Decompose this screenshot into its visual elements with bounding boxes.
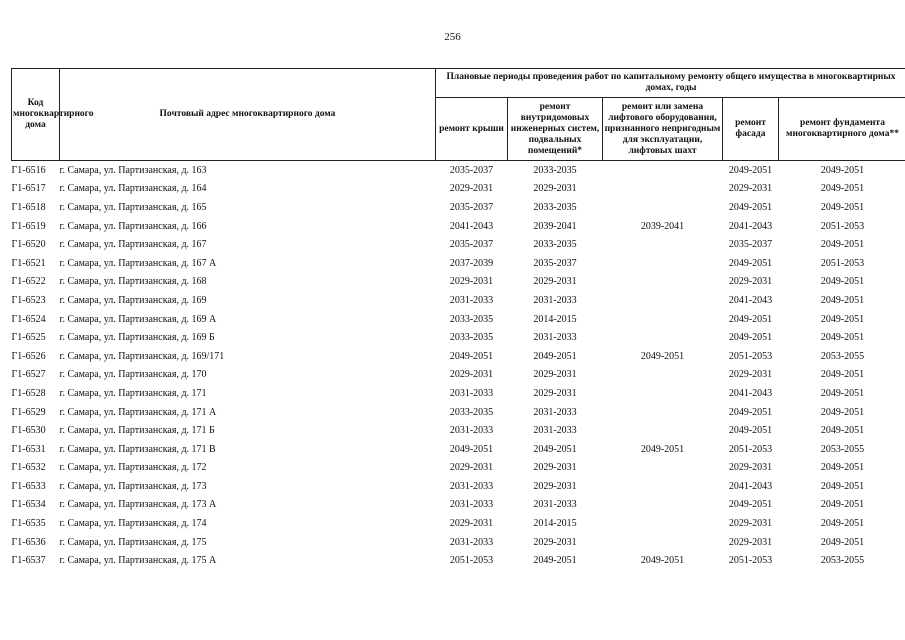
- lift-period: 2049-2051: [640, 350, 685, 362]
- systems-period: 2031-2033: [533, 332, 577, 344]
- lift-period: [603, 235, 723, 254]
- table-row: [12, 291, 905, 310]
- systems-period: 2031-2033: [533, 406, 577, 418]
- foundation-period: 2049-2051: [820, 369, 865, 381]
- house-code: Г1-6526: [11, 350, 46, 362]
- roof-period: 2033-2035: [449, 406, 494, 418]
- foundation-period: 2049-2051: [820, 313, 865, 325]
- facade-period: 2049-2051: [728, 425, 773, 437]
- house-code: Г1-6527: [11, 369, 46, 381]
- systems-period: 2029-2031: [533, 369, 577, 381]
- roof-period: 2029-2031: [449, 276, 494, 288]
- house-address: г. Самара, ул. Партизанская, д. 173: [59, 480, 207, 492]
- foundation-period: 2049-2051: [820, 183, 865, 195]
- foundation-period: 2049-2051: [820, 480, 865, 492]
- house-code: Г1-6533: [11, 480, 46, 492]
- house-address: г. Самара, ул. Партизанская, д. 169/171: [59, 350, 225, 362]
- foundation-period: 2049-2051: [820, 518, 865, 530]
- roof-period: 2041-2043: [449, 220, 494, 232]
- lift-period: [603, 403, 723, 422]
- house-code: Г1-6524: [11, 313, 46, 325]
- roof-period: 2029-2031: [449, 518, 494, 530]
- header-lift: ремонт или замена лифтового оборудования, признанного непригодным для эксплуатации, лифтовых шахт: [603, 98, 723, 161]
- table-row: [12, 514, 905, 533]
- header-periods-group: Плановые периоды проведения работ по капитальному ремонту общего имущества в многоквартирных домах, годы: [436, 69, 905, 98]
- foundation-period: 2049-2051: [820, 294, 865, 306]
- facade-period: 2049-2051: [728, 332, 773, 344]
- header-systems: ремонт внутридомовых инженерных систем, подвальных помещений*: [508, 98, 603, 161]
- table-row: [12, 533, 905, 552]
- systems-period: 2035-2037: [533, 257, 577, 269]
- facade-period: 2049-2051: [728, 313, 773, 325]
- systems-period: 2029-2031: [533, 387, 577, 399]
- systems-period: 2039-2041: [533, 220, 577, 232]
- house-address: г. Самара, ул. Партизанская, д. 171 Б: [59, 425, 215, 437]
- roof-period: 2051-2053: [449, 555, 494, 567]
- table-row: [12, 328, 905, 347]
- house-address: г. Самара, ул. Партизанская, д. 169: [59, 294, 207, 306]
- foundation-period: 2049-2051: [820, 425, 865, 437]
- page-number: 256: [444, 31, 461, 43]
- foundation-period: 2053-2055: [820, 555, 865, 567]
- table-row: [12, 477, 905, 496]
- house-code: Г1-6522: [11, 276, 46, 288]
- table-row: [12, 459, 905, 478]
- facade-period: 2051-2053: [728, 555, 773, 567]
- facade-period: 2029-2031: [728, 369, 773, 381]
- table-row: [12, 347, 905, 366]
- house-code: Г1-6528: [11, 387, 46, 399]
- house-code: Г1-6517: [11, 183, 46, 195]
- foundation-period: 2051-2053: [820, 220, 865, 232]
- lift-period: [603, 533, 723, 552]
- house-address: г. Самара, ул. Партизанская, д. 167 А: [59, 257, 217, 269]
- header-foundation: ремонт фундамента многоквартирного дома**: [779, 98, 905, 161]
- systems-period: 2014-2015: [533, 518, 577, 530]
- lift-period: [603, 477, 723, 496]
- roof-period: 2031-2033: [449, 387, 494, 399]
- house-address: г. Самара, ул. Партизанская, д. 171 А: [59, 406, 217, 418]
- house-address: г. Самара, ул. Партизанская, д. 175 А: [59, 555, 217, 567]
- house-code: Г1-6536: [11, 536, 46, 548]
- lift-period: [603, 459, 723, 478]
- facade-period: 2029-2031: [728, 536, 773, 548]
- systems-period: 2029-2031: [533, 183, 577, 195]
- house-code: Г1-6519: [11, 220, 46, 232]
- systems-period: 2049-2051: [533, 443, 577, 455]
- roof-period: 2037-2039: [449, 257, 494, 269]
- lift-period: [603, 161, 723, 180]
- house-address: г. Самара, ул. Партизанская, д. 163: [59, 164, 207, 176]
- roof-period: 2049-2051: [449, 350, 494, 362]
- capital-repair-table: [11, 68, 905, 570]
- house-code: Г1-6523: [11, 294, 46, 306]
- house-address: г. Самара, ул. Партизанская, д. 166: [59, 220, 207, 232]
- systems-period: 2029-2031: [533, 480, 577, 492]
- table-row: [12, 235, 905, 254]
- table-row: [12, 403, 905, 422]
- foundation-period: 2049-2051: [820, 276, 865, 288]
- systems-period: 2029-2031: [533, 276, 577, 288]
- house-address: г. Самара, ул. Партизанская, д. 164: [59, 183, 207, 195]
- facade-period: 2049-2051: [728, 164, 773, 176]
- systems-period: 2031-2033: [533, 294, 577, 306]
- systems-period: 2014-2015: [533, 313, 577, 325]
- lift-period: [603, 273, 723, 292]
- house-code: Г1-6518: [11, 201, 46, 213]
- facade-period: 2041-2043: [728, 294, 773, 306]
- facade-period: 2029-2031: [728, 276, 773, 288]
- house-address: г. Самара, ул. Партизанская, д. 174: [59, 518, 207, 530]
- house-code: Г1-6535: [11, 518, 46, 530]
- house-address: г. Самара, ул. Партизанская, д. 173 А: [59, 499, 217, 511]
- lift-period: [603, 328, 723, 347]
- roof-period: 2035-2037: [449, 201, 494, 213]
- facade-period: 2029-2031: [728, 518, 773, 530]
- roof-period: 2033-2035: [449, 332, 494, 344]
- table-row: [12, 384, 905, 403]
- house-code: Г1-6534: [11, 499, 46, 511]
- house-code: Г1-6529: [11, 406, 46, 418]
- table-row: [12, 180, 905, 199]
- roof-period: 2031-2033: [449, 499, 494, 511]
- house-code: Г1-6530: [11, 425, 46, 437]
- roof-period: 2049-2051: [449, 443, 494, 455]
- table-row: [12, 440, 905, 459]
- facade-period: 2051-2053: [728, 350, 773, 362]
- header-address: Почтовый адрес многоквартирного дома: [60, 69, 436, 161]
- house-address: г. Самара, ул. Партизанская, д. 165: [59, 201, 207, 213]
- lift-period: [603, 366, 723, 385]
- house-code: Г1-6537: [11, 555, 46, 567]
- facade-period: 2049-2051: [728, 406, 773, 418]
- facade-period: 2029-2031: [728, 462, 773, 474]
- facade-period: 2051-2053: [728, 443, 773, 455]
- roof-period: 2029-2031: [449, 183, 494, 195]
- systems-period: 2049-2051: [533, 555, 577, 567]
- table-row: [12, 217, 905, 236]
- roof-period: 2033-2035: [449, 313, 494, 325]
- lift-period: [603, 180, 723, 199]
- facade-period: 2049-2051: [728, 499, 773, 511]
- house-address: г. Самара, ул. Партизанская, д. 169 Б: [59, 332, 215, 344]
- header-code: Код многоквартирного дома: [12, 69, 60, 161]
- facade-period: 2049-2051: [728, 201, 773, 213]
- lift-period: [603, 514, 723, 533]
- table-row: [12, 496, 905, 515]
- systems-period: 2033-2035: [533, 239, 577, 251]
- house-address: г. Самара, ул. Партизанская, д. 171: [59, 387, 207, 399]
- table-body: [12, 161, 905, 571]
- foundation-period: 2049-2051: [820, 164, 865, 176]
- foundation-period: 2053-2055: [820, 350, 865, 362]
- house-address: г. Самара, ул. Партизанская, д. 172: [59, 462, 207, 474]
- foundation-period: 2049-2051: [820, 387, 865, 399]
- house-code: Г1-6532: [11, 462, 46, 474]
- header-facade: ремонт фасада: [723, 98, 779, 161]
- roof-period: 2031-2033: [449, 294, 494, 306]
- facade-period: 2035-2037: [728, 239, 773, 251]
- systems-period: 2033-2035: [533, 201, 577, 213]
- lift-period: [603, 254, 723, 273]
- roof-period: 2031-2033: [449, 480, 494, 492]
- house-address: г. Самара, ул. Партизанская, д. 175: [59, 536, 207, 548]
- systems-period: 2031-2033: [533, 425, 577, 437]
- foundation-period: 2049-2051: [820, 239, 865, 251]
- lift-period: [603, 421, 723, 440]
- house-address: г. Самара, ул. Партизанская, д. 169 А: [59, 313, 217, 325]
- lift-period: [603, 496, 723, 515]
- table-header: [12, 69, 905, 161]
- house-address: г. Самара, ул. Партизанская, д. 171 В: [59, 443, 216, 455]
- house-code: Г1-6531: [11, 443, 46, 455]
- table-row: [12, 273, 905, 292]
- roof-period: 2031-2033: [449, 425, 494, 437]
- house-code: Г1-6520: [11, 239, 46, 251]
- table-row: [12, 198, 905, 217]
- foundation-period: 2049-2051: [820, 499, 865, 511]
- house-code: Г1-6521: [11, 257, 46, 269]
- house-code: Г1-6516: [11, 164, 46, 176]
- lift-period: [603, 384, 723, 403]
- table-row: [12, 161, 905, 180]
- foundation-period: 2049-2051: [820, 462, 865, 474]
- systems-period: 2029-2031: [533, 462, 577, 474]
- facade-period: 2041-2043: [728, 387, 773, 399]
- table-row: [12, 366, 905, 385]
- lift-period: [603, 291, 723, 310]
- facade-period: 2041-2043: [728, 480, 773, 492]
- lift-period: 2049-2051: [640, 555, 685, 567]
- systems-period: 2031-2033: [533, 499, 577, 511]
- lift-period: [603, 198, 723, 217]
- house-address: г. Самара, ул. Партизанская, д. 167: [59, 239, 207, 251]
- house-address: г. Самара, ул. Партизанская, д. 170: [59, 369, 207, 381]
- systems-period: 2033-2035: [533, 164, 577, 176]
- table-row: [12, 310, 905, 329]
- lift-period: 2049-2051: [640, 443, 685, 455]
- systems-period: 2049-2051: [533, 350, 577, 362]
- lift-period: 2039-2041: [640, 220, 685, 232]
- house-code: Г1-6525: [11, 332, 46, 344]
- roof-period: 2029-2031: [449, 369, 494, 381]
- foundation-period: 2049-2051: [820, 201, 865, 213]
- roof-period: 2035-2037: [449, 239, 494, 251]
- table-row: [12, 421, 905, 440]
- systems-period: 2029-2031: [533, 536, 577, 548]
- lift-period: [603, 310, 723, 329]
- facade-period: 2049-2051: [728, 257, 773, 269]
- foundation-period: 2053-2055: [820, 443, 865, 455]
- foundation-period: 2049-2051: [820, 332, 865, 344]
- foundation-period: 2049-2051: [820, 406, 865, 418]
- house-address: г. Самара, ул. Партизанская, д. 168: [59, 276, 207, 288]
- facade-period: 2041-2043: [728, 220, 773, 232]
- roof-period: 2035-2037: [449, 164, 494, 176]
- table-row: [12, 254, 905, 273]
- table-row: [12, 551, 905, 570]
- header-roof: ремонт крыши: [436, 98, 508, 161]
- facade-period: 2029-2031: [728, 183, 773, 195]
- roof-period: 2029-2031: [449, 462, 494, 474]
- roof-period: 2031-2033: [449, 536, 494, 548]
- foundation-period: 2049-2051: [820, 536, 865, 548]
- foundation-period: 2051-2053: [820, 257, 865, 269]
